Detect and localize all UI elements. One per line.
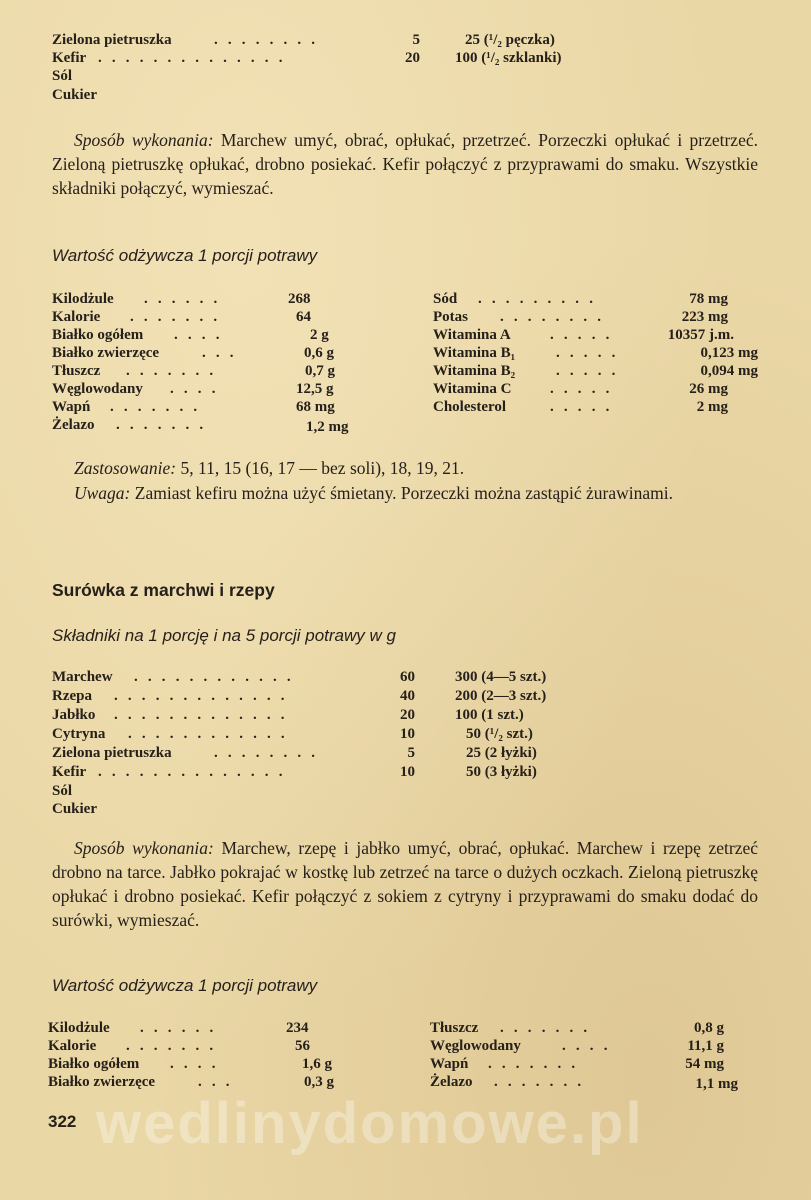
nutrient-name: Kilodżule (52, 291, 114, 307)
leader-dots: . . . . . . . (126, 363, 217, 379)
leader-dots: . . . . (562, 1038, 611, 1054)
ingredient-name: Marchew (52, 669, 113, 685)
ingredient-qty-five: 100 (¹/₂ szklanki) (455, 50, 562, 66)
leader-dots: . . . . . . (144, 291, 221, 307)
nutrient-name: Tłuszcz (52, 363, 101, 379)
page-number: 322 (48, 1112, 77, 1131)
nutrient-name: Węglowodany (430, 1038, 521, 1054)
leader-dots: . . . . . . . . . . . . . . (98, 764, 286, 780)
ingredient-name: Kefir (52, 50, 87, 66)
ingredients-heading: Składniki na 1 porcję i na 5 porcji potrawy w g (52, 626, 396, 645)
nutrient-value: 26 mg (689, 381, 728, 397)
leader-dots: . . . . . (550, 327, 613, 343)
nutrient-name: Tłuszcz (430, 1020, 479, 1036)
nutrient-name: Białko ogółem (48, 1056, 140, 1072)
ingredient-qty-five: 25 (2 łyżki) (466, 745, 537, 761)
leader-dots: . . . . . . . . (214, 745, 319, 761)
nutrition-heading: Wartość odżywcza 1 porcji potrawy (52, 976, 318, 995)
method-label: Sposób wykonania: (74, 130, 214, 150)
leader-dots: . . . . . . . . . . . . . . (98, 50, 286, 66)
ingredient-name: Sól (52, 68, 73, 84)
nutrient-name: Cholesterol (433, 399, 507, 415)
leader-dots: . . . . . (556, 363, 619, 379)
method-paragraph (52, 128, 758, 200)
ingredient-qty-one: 20 (405, 50, 420, 66)
nutrient-value: 0,7 g (305, 363, 335, 379)
nutrient-name: Białko zwierzęce (48, 1074, 156, 1090)
leader-dots: . . . . . (550, 381, 613, 397)
nutrition-heading: Wartość odżywcza 1 porcji potrawy (52, 246, 318, 265)
ingredient-name: Zielona pietruszka (52, 745, 172, 761)
ingredient-qty-one: 20 (400, 707, 415, 723)
leader-dots: . . . . . . . (130, 309, 221, 325)
leader-dots: . . . . . . (140, 1020, 217, 1036)
leader-dots: . . . . . . . . . . . . . (114, 707, 288, 723)
leader-dots: . . . . . . . (494, 1074, 585, 1090)
leader-dots: . . . . (174, 327, 223, 343)
leader-dots: . . . . (170, 1056, 219, 1072)
nutrient-value: 234 (286, 1020, 309, 1036)
nutrient-value: 0,6 g (304, 345, 334, 361)
note-paragraph (52, 481, 758, 505)
note-label: Uwaga: (74, 483, 131, 503)
nutrient-name: Żelazo (430, 1074, 473, 1090)
leader-dots: . . . . . . . (110, 399, 201, 415)
nutrient-name: Wapń (430, 1056, 469, 1072)
nutrient-name: Węglowodany (52, 381, 143, 397)
nutrient-name: Białko zwierzęce (52, 345, 160, 361)
method-text: Marchew umyć, obrać, opłukać, przetrzeć. Porzeczki opłukać i przetrzeć. Zieloną pietruszkę opłukać, drobno posiekać. Kefir połączyć z przyprawami do smaku. Wszystkie składniki połączyć, wymieszać. (52, 130, 758, 198)
ingredient-name: Cukier (52, 801, 97, 817)
nutrient-value: 268 (288, 291, 311, 307)
leader-dots: . . . . . . . (126, 1038, 217, 1054)
nutrient-value: 0,3 g (304, 1074, 334, 1090)
nutrient-name: Białko ogółem (52, 327, 144, 343)
nutrient-value: 0,8 g (694, 1020, 724, 1036)
leader-dots: . . . . . . . . . (478, 291, 597, 307)
ingredient-qty-five: 25 (¹/₂ pęczka) (465, 32, 555, 48)
ingredient-name: Rzepa (52, 688, 92, 704)
application-label: Zastosowanie: (74, 458, 177, 478)
nutrient-value: 10357 j.m. (667, 327, 734, 343)
nutrient-value: 64 (296, 309, 311, 325)
nutrient-name: Kalorie (52, 309, 101, 325)
nutrient-name: Witamina A (433, 327, 511, 343)
ingredient-qty-one: 10 (400, 726, 415, 742)
nutrient-value: 1,2 mg (306, 419, 349, 435)
leader-dots: . . . . . . . (500, 1020, 591, 1036)
leader-dots: . . . . . . . . (214, 32, 319, 48)
nutrient-name: Kilodżule (48, 1020, 110, 1036)
nutrient-value: 1,6 g (302, 1056, 332, 1072)
nutrient-value: 223 mg (681, 309, 728, 325)
nutrient-name: Sód (433, 291, 458, 307)
leader-dots: . . . . . . . . (500, 309, 605, 325)
leader-dots: . . . (198, 1074, 233, 1090)
ingredient-qty-one: 5 (412, 32, 420, 48)
leader-dots: . . . (202, 345, 237, 361)
leader-dots: . . . . . . . . . . . . (128, 726, 288, 742)
note-text: Zamiast kefiru można użyć śmietany. Porzeczki można zastąpić żurawinami. (134, 483, 673, 503)
nutrient-name: Kalorie (48, 1038, 97, 1054)
nutrient-value: 2 mg (696, 399, 728, 415)
nutrient-value: 0,123 mg (700, 345, 758, 361)
nutrient-value: 68 mg (296, 399, 335, 415)
ingredient-name: Cukier (52, 87, 97, 103)
method-text: Marchew, rzepę i jabłko umyć, obrać, opłukać. Marchew i rzepę zetrzeć drobno na tarce. Jabłko pokrajać w kostkę lub zetrzeć na tarce o dużych oczkach. Zieloną pietruszkę opłukać i drobno posiekać. Kefir połączyć z sokiem z cytryny i przyprawami do smaku dodać do surówki, wymieszać. (52, 838, 758, 930)
ingredient-qty-five: 200 (2—3 szt.) (455, 688, 547, 704)
leader-dots: . . . . . . . . . . . . . (114, 688, 288, 704)
leader-dots: . . . . . (556, 345, 619, 361)
nutrient-value: 11,1 g (687, 1038, 724, 1054)
ingredient-qty-one: 60 (400, 669, 415, 685)
method-paragraph (52, 836, 758, 932)
leader-dots: . . . . (170, 381, 219, 397)
ingredient-name: Zielona pietruszka (52, 32, 172, 48)
recipe-title: Surówka z marchwi i rzepy (52, 580, 275, 600)
nutrient-value: 12,5 g (296, 381, 334, 397)
nutrient-name: Witamina B₁ (433, 345, 516, 361)
ingredient-qty-one: 10 (400, 764, 415, 780)
nutrient-value: 54 mg (685, 1056, 724, 1072)
application-text: 5, 11, 15 (16, 17 — bez soli), 18, 19, 21. (180, 458, 465, 478)
nutrient-value: 1,1 mg (695, 1076, 738, 1092)
leader-dots: . . . . . (550, 399, 613, 415)
nutrient-value: 2 g (310, 327, 329, 343)
nutrient-name: Witamina B₂ (433, 363, 516, 379)
ingredient-name: Kefir (52, 764, 87, 780)
watermark: wedlinydomowe.pl (96, 1091, 644, 1156)
leader-dots: . . . . . . . . . . . . (134, 669, 294, 685)
nutrient-name: Potas (433, 309, 468, 325)
ingredient-qty-five: 300 (4—5 szt.) (455, 669, 547, 685)
ingredient-qty-five: 50 (¹/₂ szt.) (466, 726, 533, 742)
method-label: Sposób wykonania: (74, 838, 214, 858)
leader-dots: . . . . . . . (488, 1056, 579, 1072)
nutrient-name: Wapń (52, 399, 91, 415)
nutrient-name: Żelazo (52, 417, 95, 433)
leader-dots: . . . . . . . (116, 417, 207, 433)
ingredient-name: Cytryna (52, 726, 106, 742)
nutrient-value: 0,094 mg (700, 363, 758, 379)
application-line (52, 456, 758, 480)
nutrient-value: 78 mg (689, 291, 728, 307)
ingredient-name: Jabłko (52, 707, 96, 723)
nutrient-value: 56 (295, 1038, 310, 1054)
ingredient-qty-five: 50 (3 łyżki) (466, 764, 537, 780)
nutrient-name: Witamina C (433, 381, 512, 397)
ingredient-qty-five: 100 (1 szt.) (455, 707, 524, 723)
ingredient-name: Sól (52, 783, 73, 799)
ingredient-qty-one: 40 (400, 688, 415, 704)
ingredient-qty-one: 5 (407, 745, 415, 761)
